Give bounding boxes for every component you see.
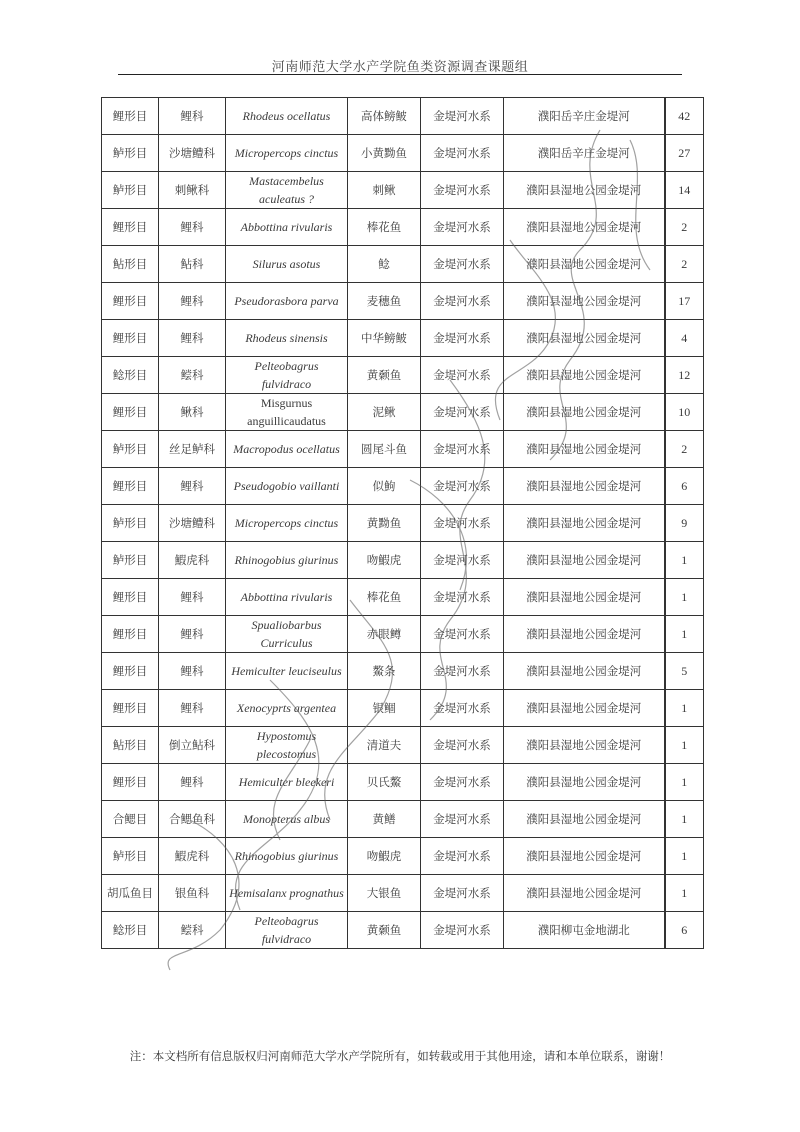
water-system-cell: 金堤河水系 xyxy=(421,135,504,172)
family-cell: 鲤科 xyxy=(159,616,226,653)
family-cell: 鲿科 xyxy=(159,357,226,394)
latin-name-cell: Rhodeus ocellatus xyxy=(226,98,348,135)
count-cell: 1 xyxy=(665,764,704,801)
family-cell: 鲤科 xyxy=(159,653,226,690)
count-cell: 1 xyxy=(665,542,704,579)
water-system-cell: 金堤河水系 xyxy=(421,209,504,246)
count-cell: 6 xyxy=(665,912,704,949)
location-cell: 濮阳县湿地公园金堤河 xyxy=(504,246,665,283)
table-row xyxy=(102,320,704,357)
order-cell: 鲤形目 xyxy=(102,209,159,246)
location-cell: 濮阳县湿地公园金堤河 xyxy=(504,801,665,838)
latin-name-cell: Rhodeus sinensis xyxy=(226,320,348,357)
table-row xyxy=(102,579,704,616)
latin-name-cell: Micropercops cinctus xyxy=(226,135,348,172)
latin-name-cell: Rhinogobius giurinus xyxy=(226,542,348,579)
order-cell: 鲤形目 xyxy=(102,394,159,431)
water-system-cell: 金堤河水系 xyxy=(421,875,504,912)
location-cell: 濮阳县湿地公园金堤河 xyxy=(504,838,665,875)
order-cell: 鲤形目 xyxy=(102,764,159,801)
count-cell: 1 xyxy=(665,690,704,727)
count-cell: 10 xyxy=(665,394,704,431)
location-cell: 濮阳县湿地公园金堤河 xyxy=(504,579,665,616)
order-cell: 鲈形目 xyxy=(102,505,159,542)
chinese-name-cell: 黄颡鱼 xyxy=(348,357,421,394)
order-cell: 胡瓜鱼目 xyxy=(102,875,159,912)
table-row xyxy=(102,653,704,690)
table-row xyxy=(102,801,704,838)
count-cell: 1 xyxy=(665,727,704,764)
water-system-cell: 金堤河水系 xyxy=(421,542,504,579)
copyright-note: 注：本文档所有信息版权归河南师范大学水产学院所有，如转载或用于其他用途，请和本单位联系，谢谢！ xyxy=(129,1049,671,1063)
table-row xyxy=(102,912,704,949)
order-cell: 鲈形目 xyxy=(102,838,159,875)
latin-name-cell: Hemiculter leuciseulus xyxy=(226,653,348,690)
table-row xyxy=(102,135,704,172)
table-row xyxy=(102,468,704,505)
page-header-title: 河南师范大学水产学院鱼类资源调查课题组 xyxy=(271,60,529,75)
table-row xyxy=(102,431,704,468)
water-system-cell: 金堤河水系 xyxy=(421,431,504,468)
chinese-name-cell: 棒花鱼 xyxy=(348,209,421,246)
family-cell: 鲤科 xyxy=(159,764,226,801)
count-cell: 27 xyxy=(665,135,704,172)
family-cell: 丝足鲈科 xyxy=(159,431,226,468)
location-cell: 濮阳县湿地公园金堤河 xyxy=(504,394,665,431)
table-row xyxy=(102,283,704,320)
water-system-cell: 金堤河水系 xyxy=(421,394,504,431)
water-system-cell: 金堤河水系 xyxy=(421,727,504,764)
latin-name-cell: Macropodus ocellatus xyxy=(226,431,348,468)
table-row xyxy=(102,875,704,912)
water-system-cell: 金堤河水系 xyxy=(421,357,504,394)
chinese-name-cell: 似鮈 xyxy=(348,468,421,505)
water-system-cell: 金堤河水系 xyxy=(421,98,504,135)
header-divider xyxy=(118,74,682,75)
count-cell: 2 xyxy=(665,246,704,283)
location-cell: 濮阳柳屯金地湖北 xyxy=(504,912,665,949)
chinese-name-cell: 清道夫 xyxy=(348,727,421,764)
chinese-name-cell: 高体鳑鲏 xyxy=(348,98,421,135)
order-cell: 鲤形目 xyxy=(102,579,159,616)
family-cell: 鰕虎科 xyxy=(159,542,226,579)
location-cell: 濮阳岳辛庄金堤河 xyxy=(504,98,665,135)
latin-name-cell: Pseudorasbora parva xyxy=(226,283,348,320)
order-cell: 鲶形目 xyxy=(102,357,159,394)
water-system-cell: 金堤河水系 xyxy=(421,283,504,320)
table-row xyxy=(102,394,704,431)
chinese-name-cell: 赤眼鳟 xyxy=(348,616,421,653)
family-cell: 银鱼科 xyxy=(159,875,226,912)
location-cell: 濮阳县湿地公园金堤河 xyxy=(504,616,665,653)
family-cell: 鲇科 xyxy=(159,246,226,283)
family-cell: 沙塘鳢科 xyxy=(159,505,226,542)
count-cell: 1 xyxy=(665,579,704,616)
fish-table-body xyxy=(102,98,704,949)
order-cell: 鲇形目 xyxy=(102,246,159,283)
count-cell: 4 xyxy=(665,320,704,357)
water-system-cell: 金堤河水系 xyxy=(421,468,504,505)
latin-name-cell: Pelteobagrus fulvidraco xyxy=(226,912,348,949)
order-cell: 鲤形目 xyxy=(102,468,159,505)
order-cell: 鲈形目 xyxy=(102,172,159,209)
chinese-name-cell: 圆尾斗鱼 xyxy=(348,431,421,468)
table-row xyxy=(102,98,704,135)
count-cell: 42 xyxy=(665,98,704,135)
location-cell: 濮阳县湿地公园金堤河 xyxy=(504,875,665,912)
table-row xyxy=(102,505,704,542)
family-cell: 鳅科 xyxy=(159,394,226,431)
location-cell: 濮阳县湿地公园金堤河 xyxy=(504,727,665,764)
order-cell: 鲤形目 xyxy=(102,616,159,653)
latin-name-cell: Spualiobarbus Curriculus xyxy=(226,616,348,653)
location-cell: 濮阳县湿地公园金堤河 xyxy=(504,542,665,579)
count-cell: 9 xyxy=(665,505,704,542)
latin-name-cell: Xenocyprts argentea xyxy=(226,690,348,727)
family-cell: 合鳃鱼科 xyxy=(159,801,226,838)
table-row xyxy=(102,690,704,727)
location-cell: 濮阳县湿地公园金堤河 xyxy=(504,320,665,357)
table-row xyxy=(102,838,704,875)
location-cell: 濮阳县湿地公园金堤河 xyxy=(504,209,665,246)
chinese-name-cell: 黄黝鱼 xyxy=(348,505,421,542)
latin-name-cell: Rhinogobius giurinus xyxy=(226,838,348,875)
order-cell: 鲈形目 xyxy=(102,135,159,172)
latin-name-cell: Micropercops cinctus xyxy=(226,505,348,542)
table-row xyxy=(102,209,704,246)
table-row xyxy=(102,357,704,394)
order-cell: 合鳃目 xyxy=(102,801,159,838)
count-cell: 14 xyxy=(665,172,704,209)
latin-name-cell: Hemiculter bleekeri xyxy=(226,764,348,801)
table-row xyxy=(102,727,704,764)
table-row xyxy=(102,616,704,653)
family-cell: 鲤科 xyxy=(159,320,226,357)
chinese-name-cell: 黄鳝 xyxy=(348,801,421,838)
count-cell: 5 xyxy=(665,653,704,690)
location-cell: 濮阳县湿地公园金堤河 xyxy=(504,283,665,320)
count-cell: 17 xyxy=(665,283,704,320)
count-cell: 1 xyxy=(665,875,704,912)
latin-name-cell: Monopterus albus xyxy=(226,801,348,838)
location-cell: 濮阳县湿地公园金堤河 xyxy=(504,690,665,727)
table-row xyxy=(102,172,704,209)
chinese-name-cell: 麦穗鱼 xyxy=(348,283,421,320)
water-system-cell: 金堤河水系 xyxy=(421,764,504,801)
location-cell: 濮阳县湿地公园金堤河 xyxy=(504,468,665,505)
location-cell: 濮阳县湿地公园金堤河 xyxy=(504,172,665,209)
family-cell: 鲿科 xyxy=(159,912,226,949)
latin-name-cell: Hypostomus plecostomus xyxy=(226,727,348,764)
location-cell: 濮阳县湿地公园金堤河 xyxy=(504,431,665,468)
count-cell: 1 xyxy=(665,838,704,875)
water-system-cell: 金堤河水系 xyxy=(421,616,504,653)
water-system-cell: 金堤河水系 xyxy=(421,690,504,727)
family-cell: 鲤科 xyxy=(159,283,226,320)
chinese-name-cell: 鰲条 xyxy=(348,653,421,690)
family-cell: 鲤科 xyxy=(159,690,226,727)
count-cell: 2 xyxy=(665,209,704,246)
latin-name-cell: Mastacembelus aculeatus ? xyxy=(226,172,348,209)
latin-name-cell: Silurus asotus xyxy=(226,246,348,283)
order-cell: 鲇形目 xyxy=(102,727,159,764)
chinese-name-cell: 大银鱼 xyxy=(348,875,421,912)
water-system-cell: 金堤河水系 xyxy=(421,246,504,283)
chinese-name-cell: 吻鰕虎 xyxy=(348,542,421,579)
order-cell: 鲤形目 xyxy=(102,320,159,357)
latin-name-cell: Abbottina rivularis xyxy=(226,579,348,616)
chinese-name-cell: 银鲴 xyxy=(348,690,421,727)
order-cell: 鲤形目 xyxy=(102,98,159,135)
family-cell: 鲤科 xyxy=(159,98,226,135)
family-cell: 鲤科 xyxy=(159,579,226,616)
family-cell: 沙塘鳢科 xyxy=(159,135,226,172)
family-cell: 鲤科 xyxy=(159,209,226,246)
count-cell: 12 xyxy=(665,357,704,394)
chinese-name-cell: 小黄黝鱼 xyxy=(348,135,421,172)
latin-name-cell: Pseudogobio vaillanti xyxy=(226,468,348,505)
order-cell: 鲈形目 xyxy=(102,542,159,579)
order-cell: 鲈形目 xyxy=(102,431,159,468)
water-system-cell: 金堤河水系 xyxy=(421,172,504,209)
water-system-cell: 金堤河水系 xyxy=(421,838,504,875)
table-row xyxy=(102,764,704,801)
latin-name-cell: Hemisalanx prognathus xyxy=(226,875,348,912)
water-system-cell: 金堤河水系 xyxy=(421,320,504,357)
chinese-name-cell: 吻鰕虎 xyxy=(348,838,421,875)
family-cell: 刺鳅科 xyxy=(159,172,226,209)
fish-survey-table xyxy=(101,97,704,949)
latin-name-cell: Pelteobagrus fulvidraco xyxy=(226,357,348,394)
water-system-cell: 金堤河水系 xyxy=(421,505,504,542)
location-cell: 濮阳岳辛庄金堤河 xyxy=(504,135,665,172)
family-cell: 倒立鲇科 xyxy=(159,727,226,764)
family-cell: 鲤科 xyxy=(159,468,226,505)
chinese-name-cell: 鲶 xyxy=(348,246,421,283)
chinese-name-cell: 棒花鱼 xyxy=(348,579,421,616)
count-cell: 1 xyxy=(665,616,704,653)
chinese-name-cell: 泥鳅 xyxy=(348,394,421,431)
chinese-name-cell: 贝氏鰲 xyxy=(348,764,421,801)
count-cell: 6 xyxy=(665,468,704,505)
order-cell: 鲤形目 xyxy=(102,653,159,690)
water-system-cell: 金堤河水系 xyxy=(421,912,504,949)
latin-name-cell: Misgurnus anguillicaudatus xyxy=(226,394,348,431)
table-row xyxy=(102,542,704,579)
chinese-name-cell: 黄颡鱼 xyxy=(348,912,421,949)
order-cell: 鲶形目 xyxy=(102,912,159,949)
location-cell: 濮阳县湿地公园金堤河 xyxy=(504,505,665,542)
water-system-cell: 金堤河水系 xyxy=(421,579,504,616)
order-cell: 鲤形目 xyxy=(102,283,159,320)
location-cell: 濮阳县湿地公园金堤河 xyxy=(504,357,665,394)
chinese-name-cell: 中华鳑鲏 xyxy=(348,320,421,357)
water-system-cell: 金堤河水系 xyxy=(421,801,504,838)
table-row xyxy=(102,246,704,283)
family-cell: 鰕虎科 xyxy=(159,838,226,875)
count-cell: 2 xyxy=(665,431,704,468)
order-cell: 鲤形目 xyxy=(102,690,159,727)
location-cell: 濮阳县湿地公园金堤河 xyxy=(504,653,665,690)
count-cell: 1 xyxy=(665,801,704,838)
latin-name-cell: Abbottina rivularis xyxy=(226,209,348,246)
water-system-cell: 金堤河水系 xyxy=(421,653,504,690)
location-cell: 濮阳县湿地公园金堤河 xyxy=(504,764,665,801)
chinese-name-cell: 刺鳅 xyxy=(348,172,421,209)
